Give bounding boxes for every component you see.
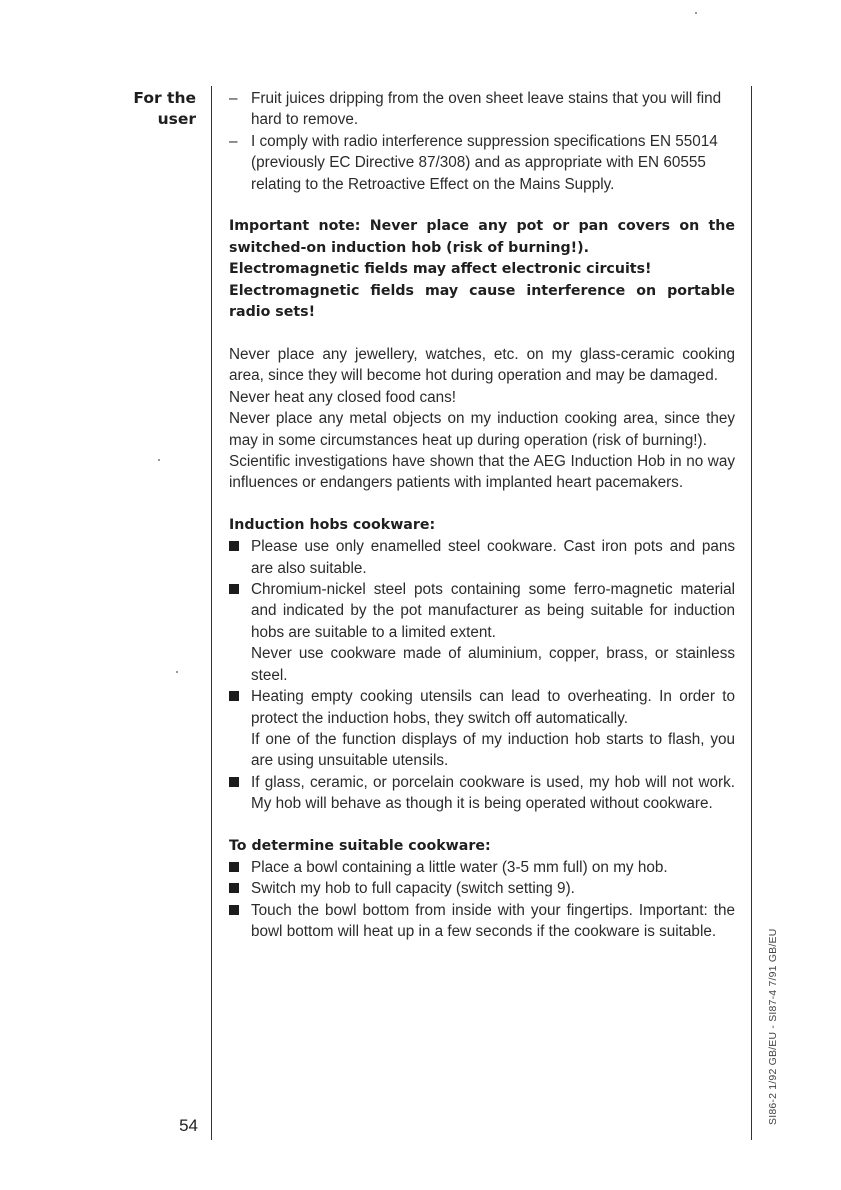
determine-item-text: Switch my hob to full capacity (switch setting 9). bbox=[251, 880, 575, 898]
square-bullet-icon bbox=[229, 905, 239, 915]
document-code: SI86-2 1/92 GB/EU - SI87-4 7/91 GB/EU bbox=[767, 928, 779, 1125]
determine-heading: To determine suitable cookware: bbox=[229, 837, 491, 854]
determine-item bbox=[229, 900, 735, 943]
square-bullet-icon bbox=[229, 777, 239, 787]
determine-list bbox=[229, 857, 735, 943]
determine-item-text: Place a bowl containing a little water (3-5 mm full) on my hob. bbox=[251, 858, 668, 876]
dash-list-item bbox=[229, 88, 735, 131]
paragraph-metal-objects: Never place any metal objects on my induction cooking area, since they may in some circumstances heat up during operation (risk of burning!). bbox=[229, 410, 735, 449]
paragraph-jewellery: Never place any jewellery, watches, etc. on my glass-ceramic cooking area, since they will become hot during operation and may be damaged. bbox=[229, 346, 735, 385]
determine-item bbox=[229, 857, 735, 878]
cookware-item bbox=[229, 772, 735, 815]
square-bullet-icon bbox=[229, 883, 239, 893]
dash-list bbox=[229, 88, 735, 195]
warning-radio-interference: Electromagnetic fields may cause interference on portable radio sets! bbox=[229, 282, 735, 321]
square-bullet-icon bbox=[229, 541, 239, 551]
warning-electronic-circuits: Electromagnetic fields may affect electronic circuits! bbox=[229, 261, 652, 278]
paragraph-pacemakers: Scientific investigations have shown that the AEG Induction Hob in no way influences or endangers patients with implanted heart pacemakers. bbox=[229, 453, 735, 492]
side-heading-line-1: For the bbox=[133, 89, 196, 107]
determine-item-text: Touch the bowl bottom from inside with your fingertips. Important: the bowl bottom will heat up in a few seconds if the cookware is suitable. bbox=[251, 901, 735, 941]
paragraph-food-cans: Never heat any closed food cans! bbox=[229, 388, 457, 406]
cookware-item-extra: Never use cookware made of aluminium, copper, brass, or stainless steel. bbox=[251, 645, 735, 684]
dash-item-text: Fruit juices dripping from the oven sheet leave stains that you will find hard to remove. bbox=[251, 90, 722, 129]
dash-item-text: I comply with radio interference suppression specifications EN 55014 (previously EC Directive 87/308) and as appropriate with EN 60555 relating to the Retroactive Effect on the Mains Supply. bbox=[251, 132, 718, 193]
right-margin-rule bbox=[751, 86, 752, 1140]
square-bullet-icon bbox=[229, 584, 239, 594]
determine-item bbox=[229, 878, 735, 899]
cookware-item bbox=[229, 579, 735, 686]
warning-important-note: Important note: Never place any pot or pan covers on the switched-on induction hob (risk of burning!). bbox=[229, 218, 735, 256]
safety-paragraphs bbox=[229, 344, 735, 494]
warning-block bbox=[229, 216, 735, 324]
cookware-item bbox=[229, 686, 735, 772]
dash-list-item bbox=[229, 131, 735, 195]
dash-mark: – bbox=[229, 132, 238, 150]
cookware-item-text: If glass, ceramic, or porcelain cookware is used, my hob will not work. My hob will behave as though it is being operated without cookware. bbox=[251, 773, 735, 813]
cookware-heading: Induction hobs cookware: bbox=[229, 516, 436, 533]
square-bullet-icon bbox=[229, 691, 239, 701]
main-content bbox=[229, 88, 735, 943]
cookware-item-text: Chromium-nickel steel pots containing some ferro-magnetic material and indicated by the pot manufacturer as being suitable for induction hobs are suitable to a limited extent. bbox=[251, 581, 735, 641]
cookware-list bbox=[229, 536, 735, 814]
dash-mark: – bbox=[229, 90, 238, 107]
left-margin-rule bbox=[211, 86, 212, 1140]
cookware-item-text: Please use only enamelled steel cookware. Cast iron pots and pans are also suitable. bbox=[251, 538, 735, 577]
scan-speck bbox=[695, 12, 697, 14]
cookware-item-extra: If one of the function displays of my induction hob starts to flash, you are using unsuitable utensils. bbox=[251, 730, 735, 770]
side-heading bbox=[104, 88, 196, 130]
page-number: 54 bbox=[179, 1116, 198, 1135]
square-bullet-icon bbox=[229, 862, 239, 872]
cookware-item-text: Heating empty cooking utensils can lead to overheating. In order to protect the induction hobs, they switch off automatically. bbox=[251, 688, 735, 727]
scan-speck bbox=[158, 459, 160, 461]
cookware-item bbox=[229, 536, 735, 579]
side-heading-line-2: user bbox=[157, 110, 196, 128]
scan-speck bbox=[176, 671, 178, 673]
